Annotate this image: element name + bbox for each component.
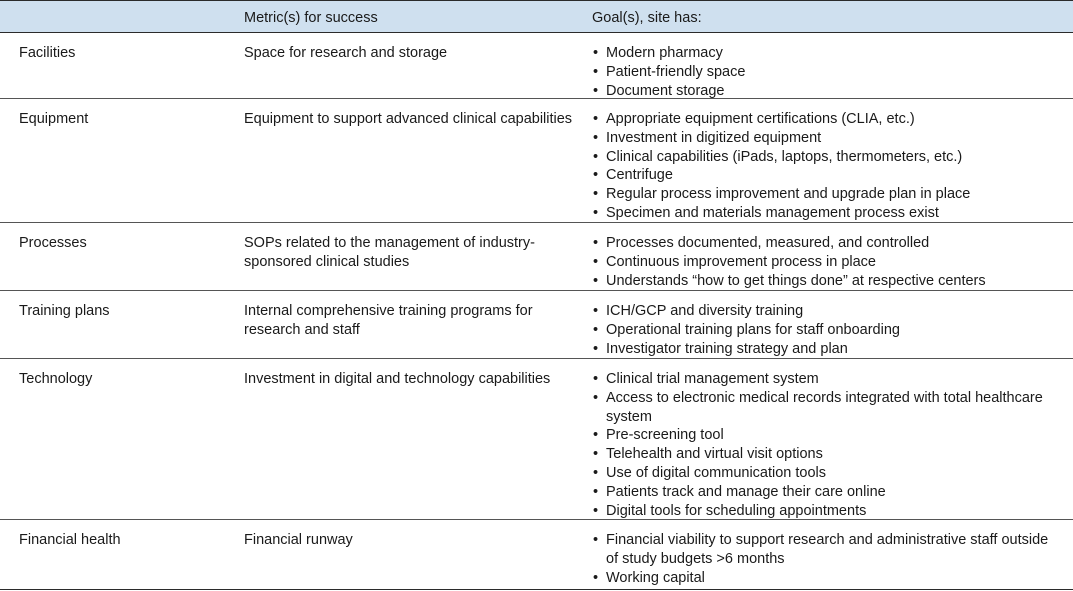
goal-item: • Understands “how to get things done” at respective centers xyxy=(592,272,1052,291)
goal-item: • Digital tools for scheduling appointments xyxy=(592,502,1052,521)
goal-item: • Use of digital communication tools xyxy=(592,464,1052,483)
table-row xyxy=(0,99,1073,223)
row-metric: Internal comprehensive training programs for research and staff xyxy=(244,303,533,338)
goal-item: • Regular process improvement and upgrade plan in place xyxy=(592,185,1052,204)
goal-list xyxy=(592,302,1052,358)
row-category: Financial health xyxy=(19,532,121,548)
row-metric: SOPs related to the management of industry-sponsored clinical studies xyxy=(244,235,535,270)
row-metric: Space for research and storage xyxy=(244,45,448,61)
goal-list xyxy=(592,44,1052,100)
goal-item: • Clinical capabilities (iPads, laptops, thermometers, etc.) xyxy=(592,148,1052,167)
table-row xyxy=(0,520,1073,590)
row-category: Equipment xyxy=(19,111,89,127)
table-row xyxy=(0,223,1073,291)
goal-list xyxy=(592,370,1052,520)
goal-item: • Financial viability to support research and administrative staff outside of study budgets >6 months xyxy=(592,531,1052,569)
goal-item: • Appropriate equipment certifications (CLIA, etc.) xyxy=(592,110,1052,129)
goal-item: • Investigator training strategy and plan xyxy=(592,340,1052,359)
goal-item: • Pre-screening tool xyxy=(592,426,1052,445)
goal-item: • Document storage xyxy=(592,82,1052,101)
row-metric: Financial runway xyxy=(244,532,353,548)
goal-list xyxy=(592,110,1052,223)
goal-item: • Investment in digitized equipment xyxy=(592,129,1052,148)
goal-item: • Specimen and materials management process exist xyxy=(592,204,1052,223)
goal-item: • ICH/GCP and diversity training xyxy=(592,302,1052,321)
table-row xyxy=(0,33,1073,99)
goal-list xyxy=(592,531,1052,587)
row-category: Processes xyxy=(19,235,87,251)
header-goals: Goal(s), site has: xyxy=(592,10,702,26)
header-metric: Metric(s) for success xyxy=(244,10,378,26)
goal-item: • Centrifuge xyxy=(592,166,1052,185)
goal-item: • Working capital xyxy=(592,569,1052,588)
table-row xyxy=(0,359,1073,520)
goal-item: • Modern pharmacy xyxy=(592,44,1052,63)
goal-item: • Processes documented, measured, and controlled xyxy=(592,234,1052,253)
goal-list xyxy=(592,234,1052,290)
row-metric: Equipment to support advanced clinical capabilities xyxy=(244,111,573,127)
row-category: Training plans xyxy=(19,303,110,319)
table-row xyxy=(0,291,1073,359)
goal-item: • Clinical trial management system xyxy=(592,370,1052,389)
goal-item: • Patients track and manage their care online xyxy=(592,483,1052,502)
table-header xyxy=(0,0,1073,33)
goal-item: • Patient-friendly space xyxy=(592,63,1052,82)
row-metric: Investment in digital and technology capabilities xyxy=(244,371,551,387)
row-category: Facilities xyxy=(19,45,76,61)
goal-item: • Operational training plans for staff onboarding xyxy=(592,321,1052,340)
goal-item: • Continuous improvement process in place xyxy=(592,253,1052,272)
goal-item: • Telehealth and virtual visit options xyxy=(592,445,1052,464)
row-category: Technology xyxy=(19,371,93,387)
goal-item: • Access to electronic medical records integrated with total healthcare system xyxy=(592,389,1052,427)
